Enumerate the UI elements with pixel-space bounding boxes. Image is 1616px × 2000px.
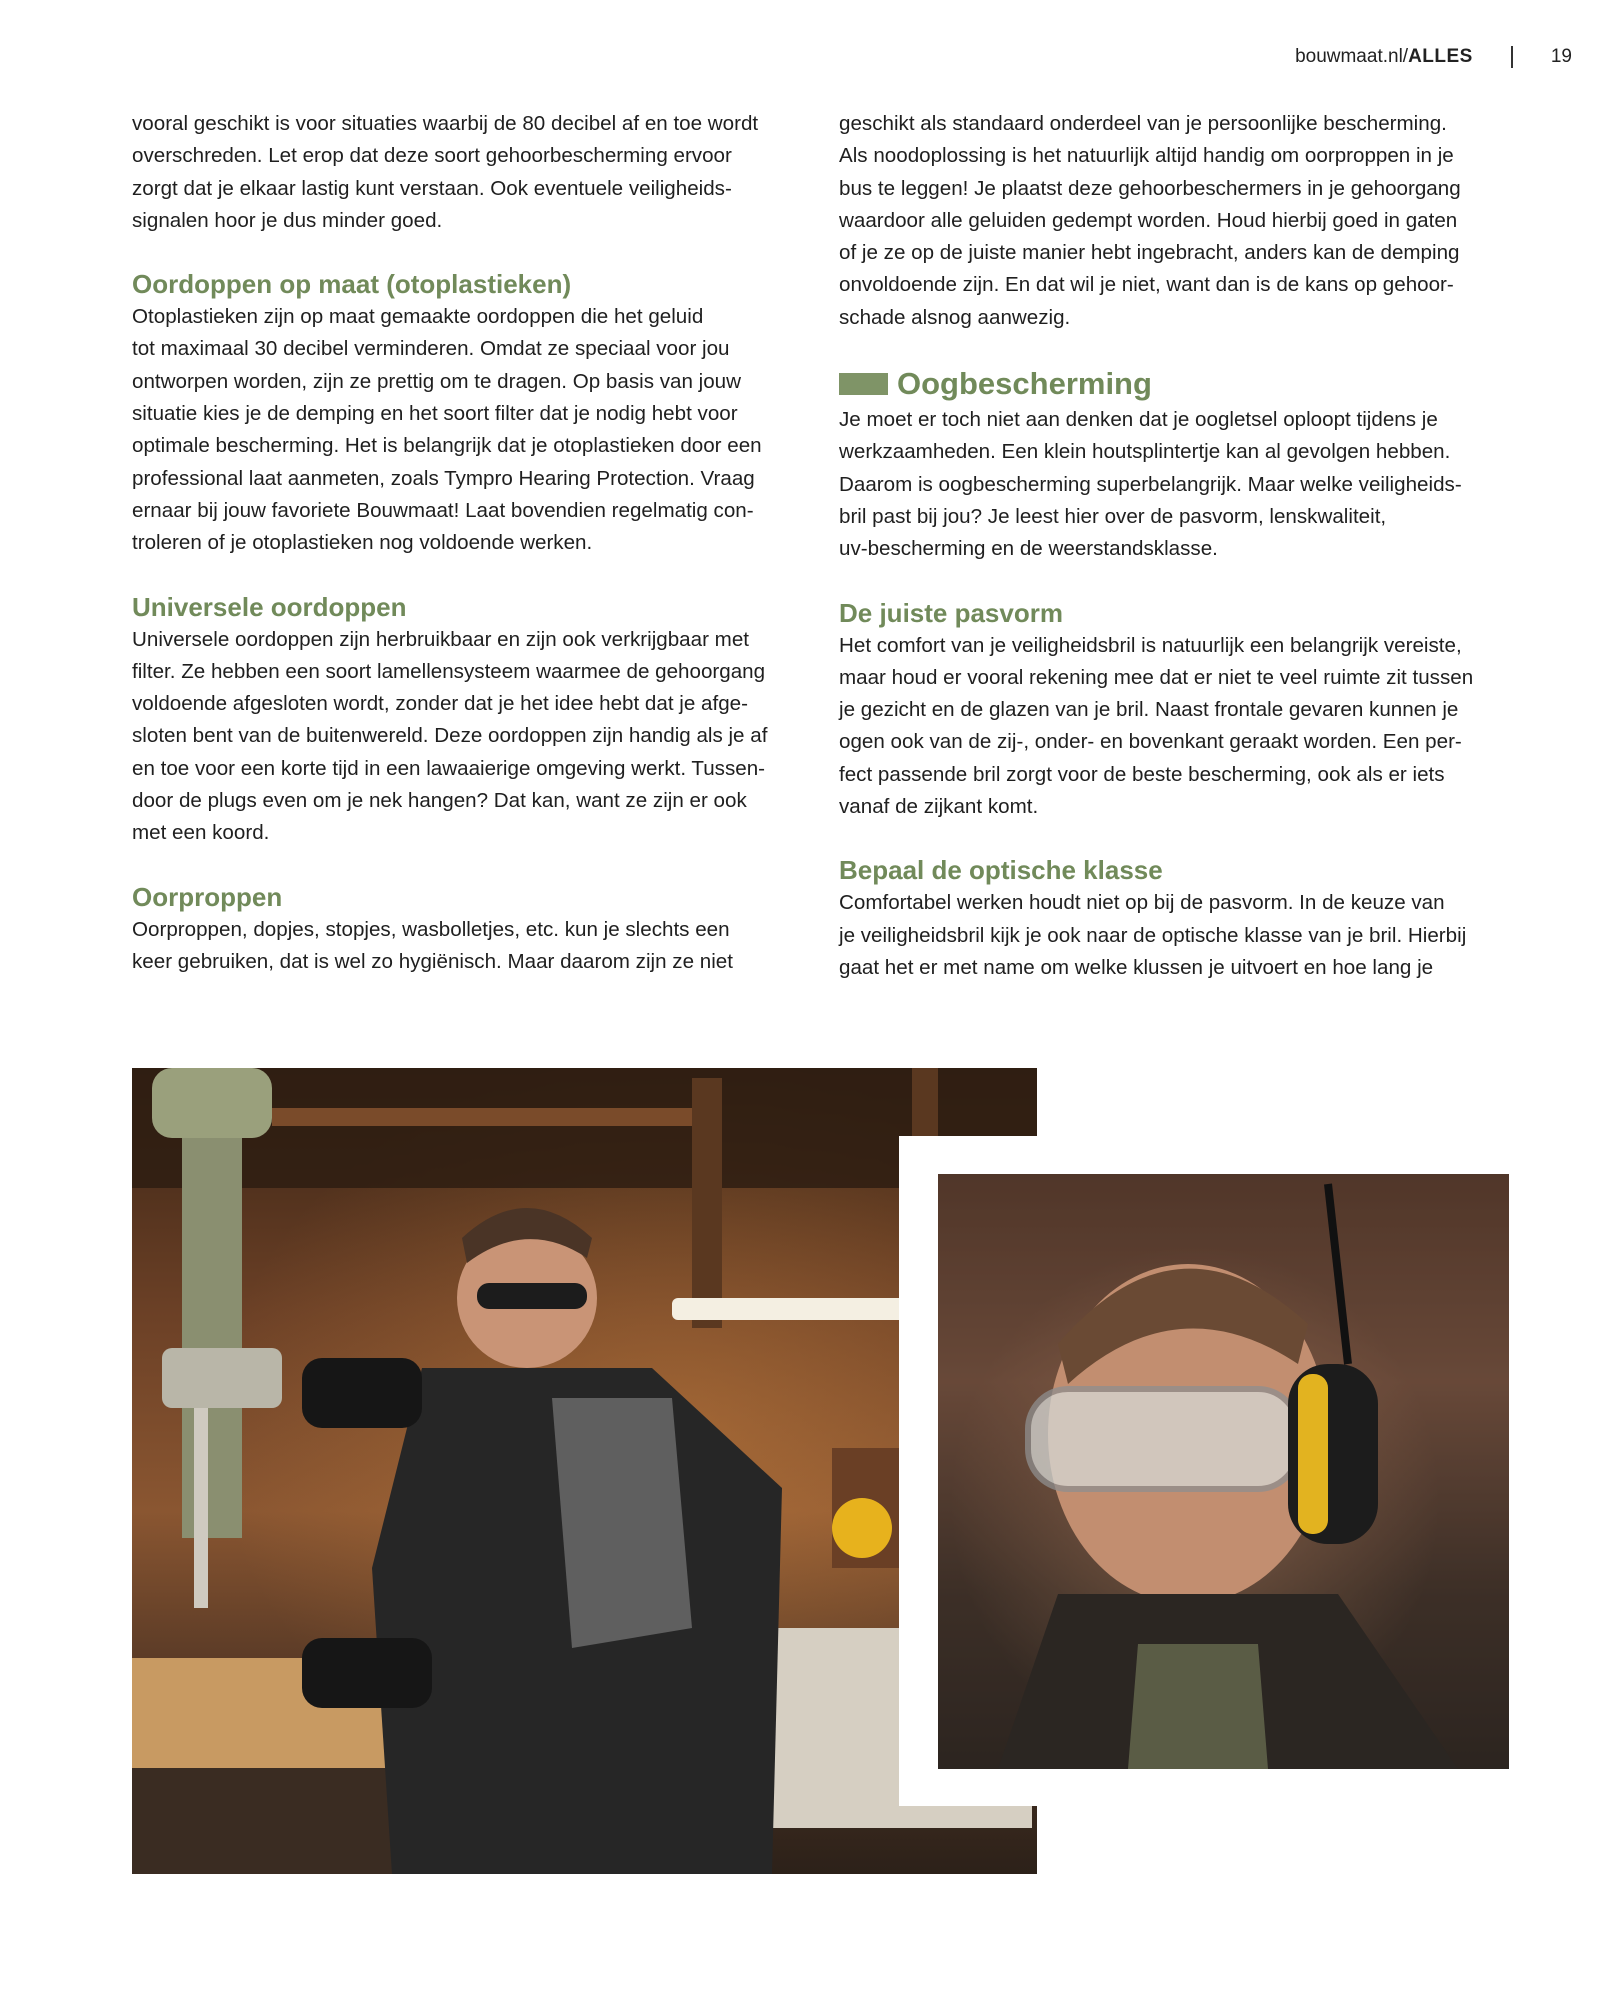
running-head [1295,46,1572,68]
section-marker [839,373,888,395]
page-number: 19 [1550,46,1572,67]
heading-oogbescherming-text: Oogbescherming [897,366,1152,402]
paragraph-oogbescherming: Je moet er toch niet aan denken dat je oogletsel oploopt tijdens je werkzaamheden. Een klein houtsplintertje kan al gevolgen hebben. Daarom is oogbescherming superbelangrijk. Maar welke veiligheids- bril past bij jou? Je leest hier over de pasvorm, lenskwaliteit, uv-bescherming en de weerstandsklasse. [839,408,1462,561]
photo-worker-goggles-earmuffs [938,1174,1509,1769]
heading-juiste-pasvorm: De juiste pasvorm [839,597,1063,628]
paragraph-universele-oordoppen: Universele oordoppen zijn herbruikbaar en zijn ook verkrijgbaar met filter. Ze hebben een soort lamellensysteem waarmee de gehoorgang voldoende afgesloten wordt, zonder dat je het idee hebt dat je afge- sloten bent van de buitenwereld. Deze oordoppen zijn handig als je af en toe voor een korte tijd in een lawaaierige omgeving werkt. Tussen- door de plugs even om je nek hangen? Dat kan, want ze zijn er ook met een koord. [132,627,768,845]
continuation-paragraph: geschikt als standaard onderdeel van je persoonlijke bescherming. Als noodoplossing is het natuurlijk altijd handig om oorproppen in je bus te leggen! Je plaatst deze gehoorbeschermers in je gehoorgang waardoor alle geluiden gedempt worden. Houd hierbij goed in gaten of je ze op de juiste manier hebt ingebracht, anders kan de demping onvoldoende zijn. En dat wil je niet, want dan is de kans op gehoor- schade alsnog aanwezig. [839,112,1461,329]
left-column [132,108,798,978]
paragraph-otoplastieken: Otoplastieken zijn op maat gemaakte oordoppen die het geluid tot maximaal 30 decibel verminderen. Omdat ze speciaal voor jou ontworpen worden, zijn ze prettig om te dragen. Op basis van jouw situatie kies je de demping en het soort filter dat je nodig hebt voor optimale bescherming. Het is belangrijk dat je otoplastieken door een professional laat aanmeten, zoals Tympro Hearing Protection. Vraag ernaar bij jouw favoriete Bouwmaat! Laat bovendien regelmatig con- troleren of je otoplastieken nog voldoende werken. [132,305,762,555]
right-column [839,108,1514,984]
heading-optische-klasse: Bepaal de optische klasse [839,855,1163,886]
paragraph-oorproppen: Oorproppen, dopjes, stopjes, wasbolletjes, etc. kun je slechts een keer gebruiken, dat is wel zo hygiënisch. Maar daarom zijn ze niet [132,917,733,973]
paragraph-juiste-pasvorm: Het comfort van je veiligheidsbril is natuurlijk een belangrijk vereiste, maar houd er vooral rekening mee dat er niet te veel ruimte zit tussen je gezicht en de glazen van je bril. Naast frontale gevaren kunnen je ogen ook van de zij-, onder- en bovenkant geraakt worden. Een per- fect passende bril zorgt voor de beste bescherming, ook als er iets vanaf de zijkant komt. [839,633,1474,819]
intro-paragraph: vooral geschikt is voor situaties waarbij de 80 decibel af en toe wordt overschreden. Let erop dat deze soort gehoorbescherming ervoor zorgt dat je elkaar lastig kunt verstaan. Ook eventuele veiligheids- signalen hoor je dus minder goed. [132,112,759,232]
heading-otoplastieken: Oordoppen op maat (otoplastieken) [132,269,572,300]
site-url-prefix: bouwmaat.nl/ [1295,46,1409,67]
paragraph-optische-klasse: Comfortabel werken houdt niet op bij de pasvorm. In de keuze van je veiligheidsbril kijk je ook naar de optische klasse van je bril. Hierbij gaat het er met name om welke klussen je uitvoert en hoe lang je [839,891,1467,979]
photo-worker-illustration [938,1174,1509,1769]
heading-oogbescherming [839,364,1514,404]
site-url[interactable] [1295,46,1473,68]
site-url-bold: ALLES [1408,46,1473,67]
heading-oorproppen: Oorproppen [132,881,283,912]
heading-universele-oordoppen: Universele oordoppen [132,591,407,622]
header-divider [1511,46,1513,68]
